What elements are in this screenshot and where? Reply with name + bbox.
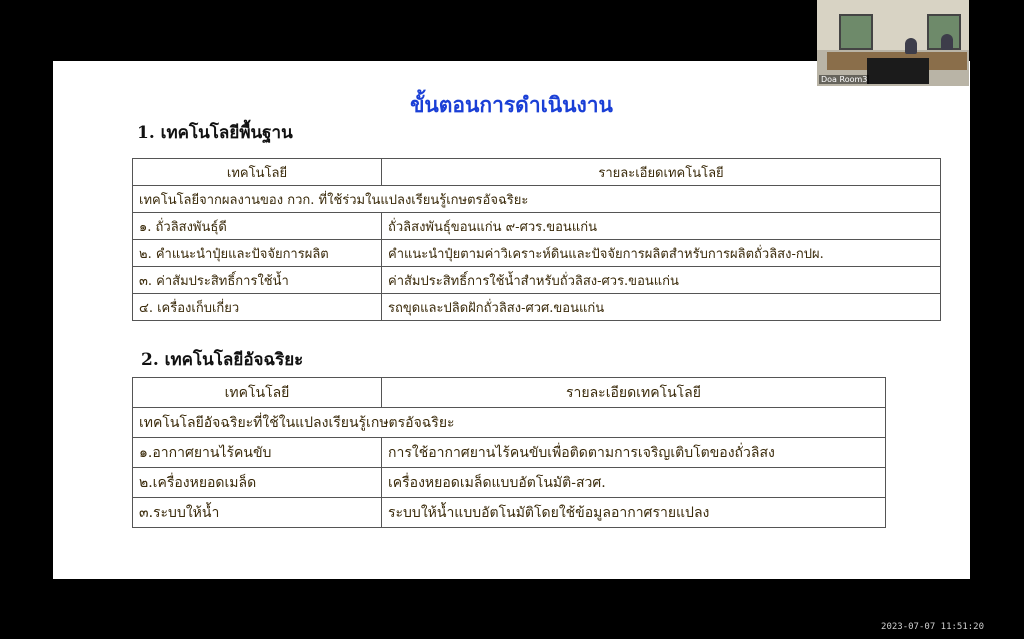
table-row (133, 438, 886, 468)
table-span-row (133, 186, 941, 213)
tech-cell: ๓. ค่าสัมประสิทธิ์การใช้น้ำ (133, 267, 382, 294)
column-header-technology: เทคโนโลยี (133, 159, 382, 186)
table-row (133, 294, 941, 321)
span-row-text: เทคโนโลยีอัจฉริยะที่ใช้ในแปลงเรียนรู้เกษตรอัจฉริยะ (133, 408, 886, 438)
table-row (133, 498, 886, 528)
span-row-text: เทคโนโลยีจากผลงานของ กวก. ที่ใช้ร่วมในแปลงเรียนรู้เกษตรอัจฉริยะ (133, 186, 941, 213)
table-row (133, 213, 941, 240)
slide-title: ขั้นตอนการดำเนินงาน (410, 92, 613, 117)
participant-video-thumbnail[interactable] (817, 0, 969, 86)
tech-cell: ๑.อากาศยานไร้คนขับ (133, 438, 382, 468)
video-participant-label: Doa Room3 (821, 75, 868, 84)
section1-heading: 1. เทคโนโลยีพื้นฐาน (137, 123, 293, 143)
video-window-shape (839, 14, 873, 50)
detail-cell: คำแนะนำปุ๋ยตามค่าวิเคราะห์ดินและปัจจัยการผลิตสำหรับการผลิตถั่วลิสง-กปผ. (382, 240, 941, 267)
table-row (133, 240, 941, 267)
column-header-details: รายละเอียดเทคโนโลยี (382, 159, 941, 186)
column-header-details: รายละเอียดเทคโนโลยี (382, 378, 886, 408)
tech-cell: ๒. คำแนะนำปุ๋ยและปัจจัยการผลิต (133, 240, 382, 267)
detail-cell: เครื่องหยอดเมล็ดแบบอัตโนมัติ-สวศ. (382, 468, 886, 498)
table-span-row (133, 408, 886, 438)
tech-cell: ๑. ถั่วลิสงพันธุ์ดี (133, 213, 382, 240)
basic-technology-table (132, 158, 941, 321)
presentation-slide (53, 61, 970, 579)
video-person-shape (941, 34, 953, 50)
tech-cell: ๒.เครื่องหยอดเมล็ด (133, 468, 382, 498)
section2-heading: 2. เทคโนโลยีอัจฉริยะ (141, 350, 304, 370)
table-row (133, 267, 941, 294)
table-header-row (133, 159, 941, 186)
video-monitor-shape (867, 58, 929, 84)
table-header-row (133, 378, 886, 408)
smart-technology-table (132, 377, 886, 528)
detail-cell: ระบบให้น้ำแบบอัตโนมัติโดยใช้ข้อมูลอากาศรายแปลง (382, 498, 886, 528)
video-person-shape (905, 38, 917, 54)
detail-cell: ค่าสัมประสิทธิ์การใช้น้ำสำหรับถั่วลิสง-ศวร.ขอนแก่น (382, 267, 941, 294)
detail-cell: ถั่วลิสงพันธุ์ขอนแก่น ๙-ศวร.ขอนแก่น (382, 213, 941, 240)
detail-cell: รถขุดและปลิดฝักถั่วลิสง-ศวศ.ขอนแก่น (382, 294, 941, 321)
table-row (133, 468, 886, 498)
column-header-technology: เทคโนโลยี (133, 378, 382, 408)
timestamp: 2023-07-07 11:51:20 (881, 622, 984, 632)
tech-cell: ๔. เครื่องเก็บเกี่ยว (133, 294, 382, 321)
detail-cell: การใช้อากาศยานไร้คนขับเพื่อติดตามการเจริญเติบโตของถั่วลิสง (382, 438, 886, 468)
tech-cell: ๓.ระบบให้น้ำ (133, 498, 382, 528)
